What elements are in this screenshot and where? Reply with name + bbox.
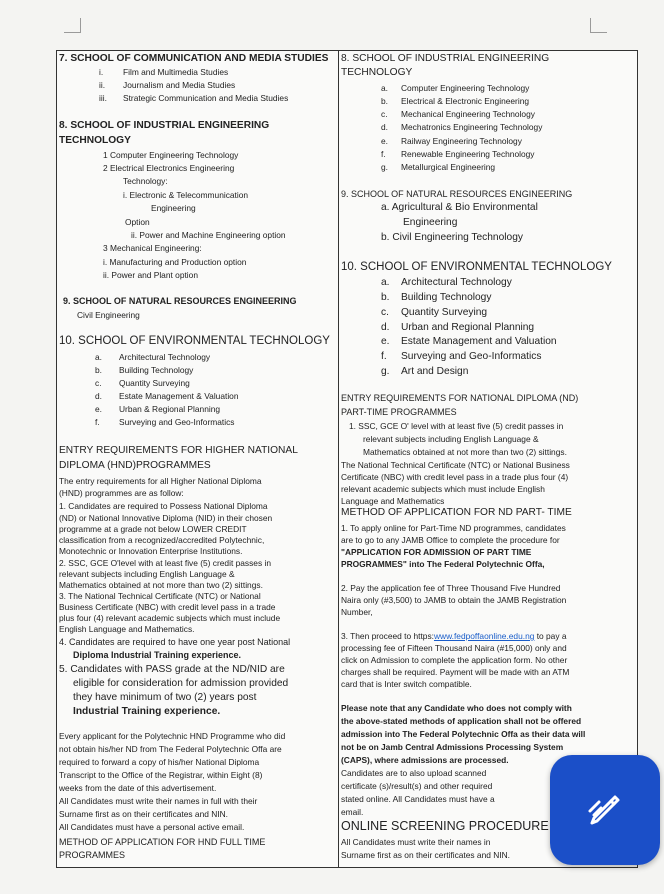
edit-pen-icon (585, 790, 625, 830)
body-text: 4. Candidates are required to have one year post National (59, 637, 291, 647)
body-text: 2. SSC, GCE O'level with at least five (5) credit passes in (59, 558, 271, 568)
crop-mark-top-right (590, 18, 607, 33)
list-item: i. Electronic & Telecommunication (123, 190, 249, 200)
list-item: f. Renewable Engineering Technology (381, 149, 535, 159)
list-item: ii. Journalism and Media Studies (99, 80, 236, 90)
list-item: c. Quantity Surveying (381, 307, 488, 318)
section-heading: ENTRY REQUIREMENTS FOR NATIONAL DIPLOMA (ND) (341, 393, 579, 403)
list-item: a. Architectural Technology (381, 277, 512, 288)
body-text: Language and Mathematics (341, 496, 445, 506)
notice-text: the above-stated methods of application shall not be offered (341, 716, 582, 726)
body-text: certificate (s)/result(s) and other required (341, 781, 493, 791)
list-item: Option (125, 217, 150, 227)
body-text: Surname first as on their certificates and NIN. (341, 850, 510, 860)
list-item: e. Urban & Regional Planning (95, 404, 221, 414)
portal-link[interactable]: www.fedpoffaonline.edu.ng (433, 631, 535, 641)
body-text: 1. SSC, GCE O' level with at least five (5) credit passes in (349, 421, 564, 431)
section-heading: TECHNOLOGY (341, 67, 413, 78)
list-item: i. Manufacturing and Production option (103, 257, 247, 267)
body-text: 3. The National Technical Certificate (NTC) or National (59, 591, 261, 601)
list-item: b. Civil Engineering Technology (381, 232, 523, 243)
body-text: 2. Pay the application fee of Three Thousand Five Hundred (341, 583, 561, 593)
body-text: Surname first as on their certificates and NIN. (59, 809, 228, 819)
list-item: b. Electrical & Electronic Engineering (381, 96, 530, 106)
body-text: The National Technical Certificate (NTC) or National Business (341, 460, 570, 470)
list-item: e. Estate Management and Valuation (381, 336, 557, 347)
body-text: not obtain his/her ND from The Federal Polytechnic Offa are (59, 744, 282, 754)
body-text: Every applicant for the Polytechnic HND Programme who did (59, 731, 286, 741)
list-item: 3 Mechanical Engineering: (103, 243, 202, 253)
body-text: are to go to any JAMB Office to complete the procedure for (341, 535, 560, 545)
list-item: c. Quantity Surveying (95, 378, 190, 388)
notice-text: Please note that any Candidate who does not comply with (341, 703, 572, 713)
crop-mark-top-left (64, 18, 81, 33)
body-text: email. (341, 807, 364, 817)
notice-text: admission into The Federal Polytechnic Offa as their data will (341, 729, 586, 739)
list-item: d. Estate Management & Valuation (95, 391, 239, 401)
body-text: 3. Then proceed to https:www.fedpoffaonline.edu.ng to pay a (341, 631, 567, 641)
body-text: Business Certificate (NBC) with credit level pass in a trade (59, 602, 276, 612)
list-item: a. Agricultural & Bio Environmental (381, 202, 538, 213)
body-text: 1. Candidates are required to Possess National Diploma (59, 501, 268, 511)
body-text: Industrial Training experience. (73, 706, 221, 717)
notice-text: not be on Jamb Central Admissions Processing System (341, 742, 564, 752)
list-item: ii. Power and Machine Engineering option (131, 230, 286, 240)
section-heading: 7. SCHOOL OF COMMUNICATION AND MEDIA STUDIES (59, 53, 329, 64)
list-item: g. Art and Design (381, 366, 469, 377)
list-item: Engineering (403, 217, 458, 228)
list-item: 2 Electrical Electronics Engineering (103, 163, 235, 173)
body-text: English Language and Mathematics. (59, 624, 195, 634)
section-heading: 8. SCHOOL OF INDUSTRIAL ENGINEERING (341, 53, 550, 64)
list-item: f. Surveying and Geo-Informatics (381, 351, 542, 362)
body-text: All Candidates must write their names in full with their (59, 796, 258, 806)
right-column (341, 51, 635, 867)
body-text: Number, (341, 607, 373, 617)
body-text: (ND) or National Innovative Diploma (NID) in their chosen (59, 513, 273, 523)
section-heading: 10. SCHOOL OF ENVIRONMENTAL TECHNOLOGY (341, 261, 612, 273)
body-text: Candidates are to also upload scanned (341, 768, 487, 778)
notice-text: (CAPS), where admissions are processed. (341, 755, 509, 765)
list-item: e. Railway Engineering Technology (381, 136, 522, 146)
body-text: charges shall be required. Payment will be made with an ATM (341, 667, 570, 677)
body-text: card that is Inter switch compatible. (341, 679, 472, 689)
body-text: they have minimum of two (2) years post (73, 692, 257, 703)
body-text: relevant subjects including English Language & (363, 434, 539, 444)
list-item: b. Building Technology (381, 292, 492, 303)
body-text: classification from a recognized/accredited Polytechnic, (59, 535, 265, 545)
list-item: Civil Engineering (77, 310, 140, 320)
list-item: Technology: (123, 176, 168, 186)
body-text: Transcript to the Office of the Registrar, within Eight (8) (59, 770, 263, 780)
list-item: g. Metallurgical Engineering (381, 162, 496, 172)
list-item: d. Urban and Regional Planning (381, 322, 535, 333)
body-text: All Candidates must have a personal active email. (59, 822, 245, 832)
list-item: Engineering (151, 203, 196, 213)
body-text: programme at a grade not below LOWER CREDIT (59, 524, 247, 534)
body-text: The entry requirements for all Higher National Diploma (59, 476, 262, 486)
body-text: 1. To apply online for Part-Time ND programmes, candidates (341, 523, 566, 533)
body-text: eligible for consideration for admission provided (73, 678, 289, 689)
section-heading: ENTRY REQUIREMENTS FOR HIGHER NATIONAL (59, 445, 298, 456)
section-heading: DIPLOMA (HND)PROGRAMMES (59, 460, 211, 471)
list-item: d. Mechatronics Engineering Technology (381, 122, 543, 132)
list-item: a. Computer Engineering Technology (381, 83, 530, 93)
body-text: Monotechnic or Innovation Enterprise Institutions. (59, 546, 243, 556)
section-heading: 8. SCHOOL OF INDUSTRIAL ENGINEERING (59, 120, 270, 131)
body-text: stated online. All Candidates must have a (341, 794, 495, 804)
body-text: required to forward a copy of his/her National Diploma (59, 757, 260, 767)
list-item: 1 Computer Engineering Technology (103, 150, 239, 160)
body-text: Mathematics obtained at not more than two (2) sittings. (363, 447, 567, 457)
body-text: plus four (4) relevant academic subjects which must include (59, 613, 281, 623)
section-heading: PART-TIME PROGRAMMES (341, 407, 457, 417)
left-column (59, 51, 336, 867)
body-text: relevant academic subjects which must include English (341, 484, 545, 494)
body-text: Certificate (NBC) with credit level pass in a trade plus four (4) (341, 472, 569, 482)
body-text: weeks from the date of this advertisement. (59, 783, 217, 793)
section-heading: 9. SCHOOL OF NATURAL RESOURCES ENGINEERING (341, 189, 573, 199)
body-text: click on Admission to complete the application form. No other (341, 655, 568, 665)
body-text: Mathematics obtained at not more than two (2) sittings. (59, 580, 263, 590)
body-text: Diploma Industrial Training experience. (73, 650, 242, 660)
section-heading: TECHNOLOGY (59, 135, 131, 146)
edit-button[interactable] (550, 755, 660, 865)
list-item: c. Mechanical Engineering Technology (381, 109, 535, 119)
section-heading: ONLINE SCREENING PROCEDURE (341, 819, 549, 833)
body-text: processing fee of Fifteen Thousand Naira (#15,000) only and (341, 643, 567, 653)
section-heading: 10. SCHOOL OF ENVIRONMENTAL TECHNOLOGY (59, 335, 330, 347)
list-item: b. Building Technology (95, 365, 194, 375)
body-text: 5. Candidates with PASS grade at the ND/NID are (59, 664, 285, 675)
list-item: a. Architectural Technology (95, 352, 211, 362)
body-text: Naira only (#3,500) to JAMB to obtain the JAMB Registration (341, 595, 567, 605)
body-text: PROGRAMMES" into The Federal Polytechnic Offa, (341, 559, 545, 569)
list-item: i. Film and Multimedia Studies (99, 67, 229, 77)
column-divider (338, 51, 339, 867)
list-item: ii. Power and Plant option (103, 270, 198, 280)
document-page (56, 50, 638, 868)
body-text: All Candidates must write their names in (341, 837, 491, 847)
list-item: f. Surveying and Geo-Informatics (95, 417, 235, 427)
body-text: "APPLICATION FOR ADMISSION OF PART TIME (341, 547, 532, 557)
section-heading: METHOD OF APPLICATION FOR ND PART- TIME (341, 507, 572, 518)
section-heading: PROGRAMMES (59, 850, 126, 860)
body-text: relevant subjects including English Language & (59, 569, 235, 579)
list-item: iii. Strategic Communication and Media Studies (99, 93, 289, 103)
body-text: (HND) programmes are as follow: (59, 488, 184, 498)
section-heading: METHOD OF APPLICATION FOR HND FULL TIME (59, 837, 266, 847)
section-heading: 9. SCHOOL OF NATURAL RESOURCES ENGINEERING (63, 296, 297, 306)
